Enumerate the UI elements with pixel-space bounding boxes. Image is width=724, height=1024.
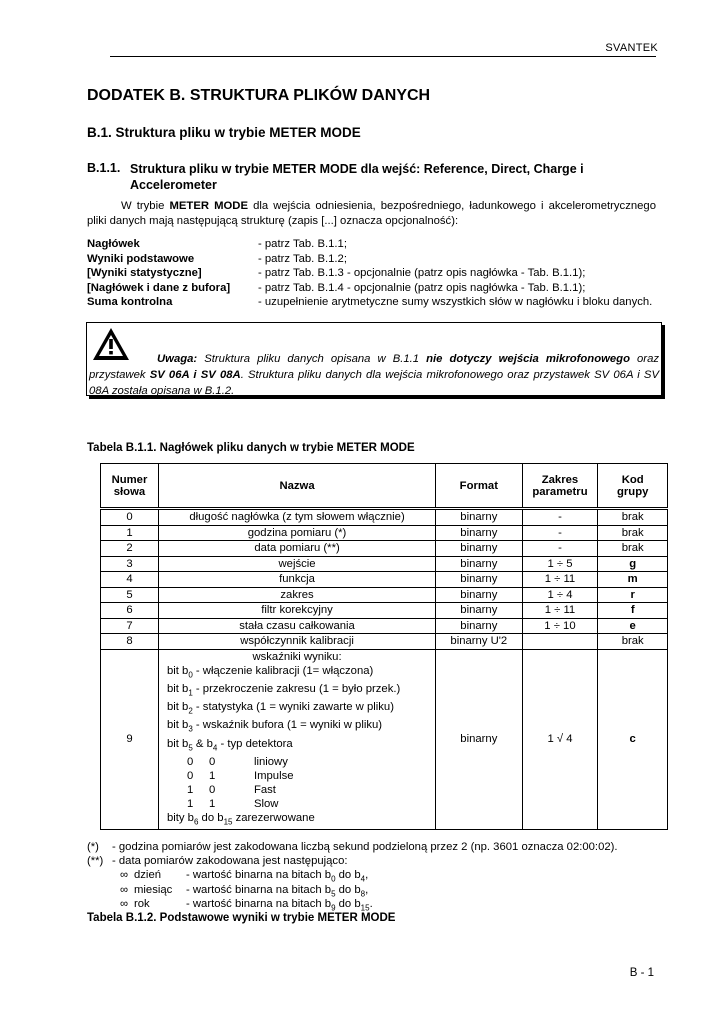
- warning-text: Uwaga: Struktura pliku danych opisana w B.1.1 nie dotyczy wejścia mikrofonowego oraz przystawek SV 06A i SV 08A. Struktura pliku danych dla wejścia mikrofonowego oraz przystawek SV 06A i SV 08A została opisana w B.1.2.: [89, 353, 659, 397]
- structure-item: Suma kontrolna - uzupełnienie arytmetyczne sumy wszystkich słów w nagłówku i bloku danych.: [87, 296, 653, 308]
- appendix-title: DODATEK B. STRUKTURA PLIKÓW DANYCH: [87, 87, 431, 104]
- col-number: Numer słowa: [101, 464, 159, 509]
- page-number: B - 1: [629, 967, 654, 979]
- intro-bold: METER MODE: [169, 200, 248, 212]
- subsection-title: Struktura pliku w trybie METER MODE dla wejść: Reference, Direct, Charge i Accelerometer: [130, 162, 584, 192]
- table-row: 3 wejście binarny 1 ÷ 5 g: [101, 556, 668, 572]
- col-name: Nazwa: [158, 464, 435, 509]
- col-code: Kod grupy: [598, 464, 668, 509]
- footnote-time: (*) - godzina pomiarów jest zakodowana liczbą sekund podzieloną przez 2 (np. 3601 oznacza 02:00:02).: [87, 841, 618, 853]
- table-row: 5 zakres binarny 1 ÷ 4 r: [101, 587, 668, 603]
- table-header-row: [101, 464, 668, 509]
- col-format: Format: [436, 464, 522, 509]
- table-row: 1 godzina pomiaru (*) binarny - brak: [101, 525, 668, 541]
- footnote-date: (**) - data pomiarów zakodowana jest następująco:: [87, 855, 348, 867]
- warning-box: [86, 322, 662, 396]
- header-table: [100, 463, 668, 830]
- section-title: B.1. Struktura pliku w trybie METER MODE: [87, 125, 361, 140]
- table-row: 6 filtr korekcyjny binarny 1 ÷ 11 f: [101, 603, 668, 619]
- footnote-item: ∞ miesiąc - wartość binarna na bitach $b_5$ do $b_8$,: [120, 884, 369, 899]
- header-rule: [110, 56, 656, 57]
- flags-cell: wskaźniki wyniku: bit $b_0$ - włączenie kalibracji (1= włączona) bit $b_1$ - przekroczenie zakresu (1 = było przek.) bit $b_2$ - statystyka (1 = wyniki zawarte w pliku) bit $b_3$ - wskaźnik bufora (1 = wyniki w pliku) bit $b_5$ & $b_4$ - typ detektora 0 0 liniowy 0 1 Impulse 1 0 Fast 1 1 Slow bity $b_6$ do $b_{15}$ zarezerwowane: [158, 649, 435, 830]
- table2-caption: Tabela B.1.2. Podstawowe wyniki w trybie METER MODE: [87, 912, 396, 924]
- table-row-flags: 9 wskaźniki wyniku: bit $b_0$ - włączenie kalibracji (1= włączona) bit $b_1$ - przekroczenie zakresu (1 = było przek.) bit $b_2$ - statystyka (1 = wyniki zawarte w pliku) bit $b_3$ - wskaźnik bufora (1 = wyniki w pliku) bit $b_5$ & $b_4$ - typ detektora 0 0 liniowy 0 1 Impulse 1 0 Fast 1 1 Slow bity $b_6$ do $b_{15}$ zarezerwowane binarny 1 √ 4 c: [101, 649, 668, 830]
- table-row: 2 data pomiaru (**) binarny - brak: [101, 541, 668, 557]
- table-row: 7 stała czasu całkowania binarny 1 ÷ 10 e: [101, 618, 668, 634]
- intro-paragraph: W trybie METER MODE dla wejścia odniesienia, bezpośredniego, ładunkowego i akcelerometrycznego pliki danych mają następującą strukturę (zapis [...] oznacza opcjonalność):: [87, 200, 656, 227]
- col-range: Zakres parametru: [522, 464, 598, 509]
- table-row: 0 długość nagłówka (z tym słowem włącznie) binarny - brak: [101, 509, 668, 526]
- table1-caption: Tabela B.1.1. Nagłówek pliku danych w trybie METER MODE: [87, 442, 415, 454]
- footnote-item: ∞ dzień - wartość binarna na bitach $b_0$ do $b_4$,: [120, 869, 369, 884]
- footnote-item: ∞ rok - wartość binarna na bitach $b_9$ do $b_{15}$.: [120, 898, 373, 913]
- table-row: 8 współczynnik kalibracji binarny U'2 brak: [101, 634, 668, 650]
- subsection-number: B.1.1.: [87, 161, 121, 175]
- table-row: 4 funkcja binarny 1 ÷ 11 m: [101, 572, 668, 588]
- header-brand: SVANTEK: [605, 42, 658, 54]
